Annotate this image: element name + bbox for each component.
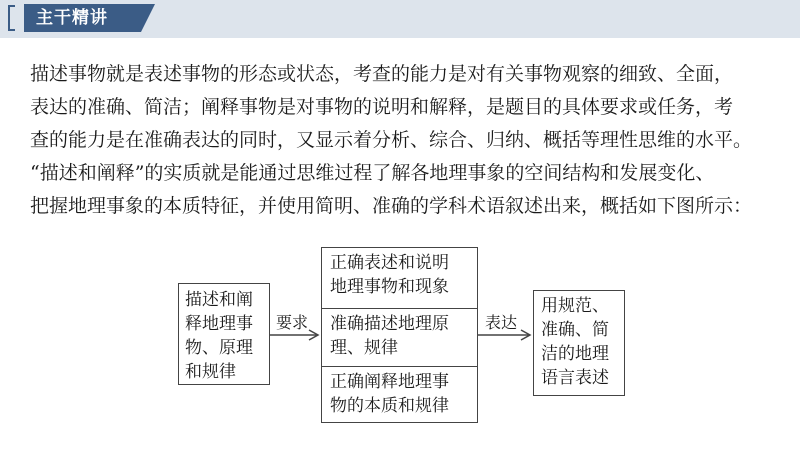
arrow-label-requirement: 要求 <box>276 313 309 332</box>
paragraph-line: 表达的准确、简洁；阐释事物是对事物的说明和解释，是题目的具体要求或任务，考 <box>30 96 734 118</box>
arrow-label-expression: 表达 <box>485 313 518 332</box>
center-cell-2 <box>322 308 477 366</box>
left-box-line: 描述和阐 <box>185 290 253 310</box>
center-cell-line: 正确表述和说明 <box>330 253 449 273</box>
center-cell-line: 物的本质和规律 <box>330 396 449 416</box>
paragraph-line: “描述和阐释”的实质就是能通过思维过程了解各地理事象的空间结构和发展变化、 <box>30 162 715 184</box>
right-box-line: 洁的地理 <box>541 344 609 364</box>
section-title: 主干精讲 <box>24 4 141 32</box>
center-cell-1 <box>322 248 477 308</box>
center-cell-line: 理、规律 <box>330 338 398 358</box>
center-cell-line: 准确描述地理原 <box>330 314 449 334</box>
left-box-line: 释地理事 <box>185 314 253 334</box>
right-box <box>533 290 625 396</box>
paragraph-line: 查的能力是在准确表达的同时，又显示着分析、综合、归纳、概括等理性思维的水平。 <box>30 129 753 151</box>
center-cell-line: 地理事物和现象 <box>330 277 449 297</box>
right-box-line: 准确、简 <box>541 320 609 340</box>
paragraph-line: 把握地理事象的本质特征，并使用简明、准确的学科术语叙述出来，概括如下图所示： <box>30 195 753 217</box>
right-box-line: 用规范、 <box>541 296 609 316</box>
left-box-line: 和规律 <box>185 362 236 382</box>
right-box-line: 语言表述 <box>541 368 609 388</box>
center-cell-3 <box>322 366 477 422</box>
left-box <box>178 283 270 385</box>
center-box <box>321 247 478 423</box>
center-cell-line: 正确阐释地理事 <box>330 372 449 392</box>
paragraph-line: 描述事物就是表述事物的形态或状态，考查的能力是对有关事物观察的细致、全面， <box>30 63 734 85</box>
left-box-line: 物、原理 <box>185 338 253 358</box>
